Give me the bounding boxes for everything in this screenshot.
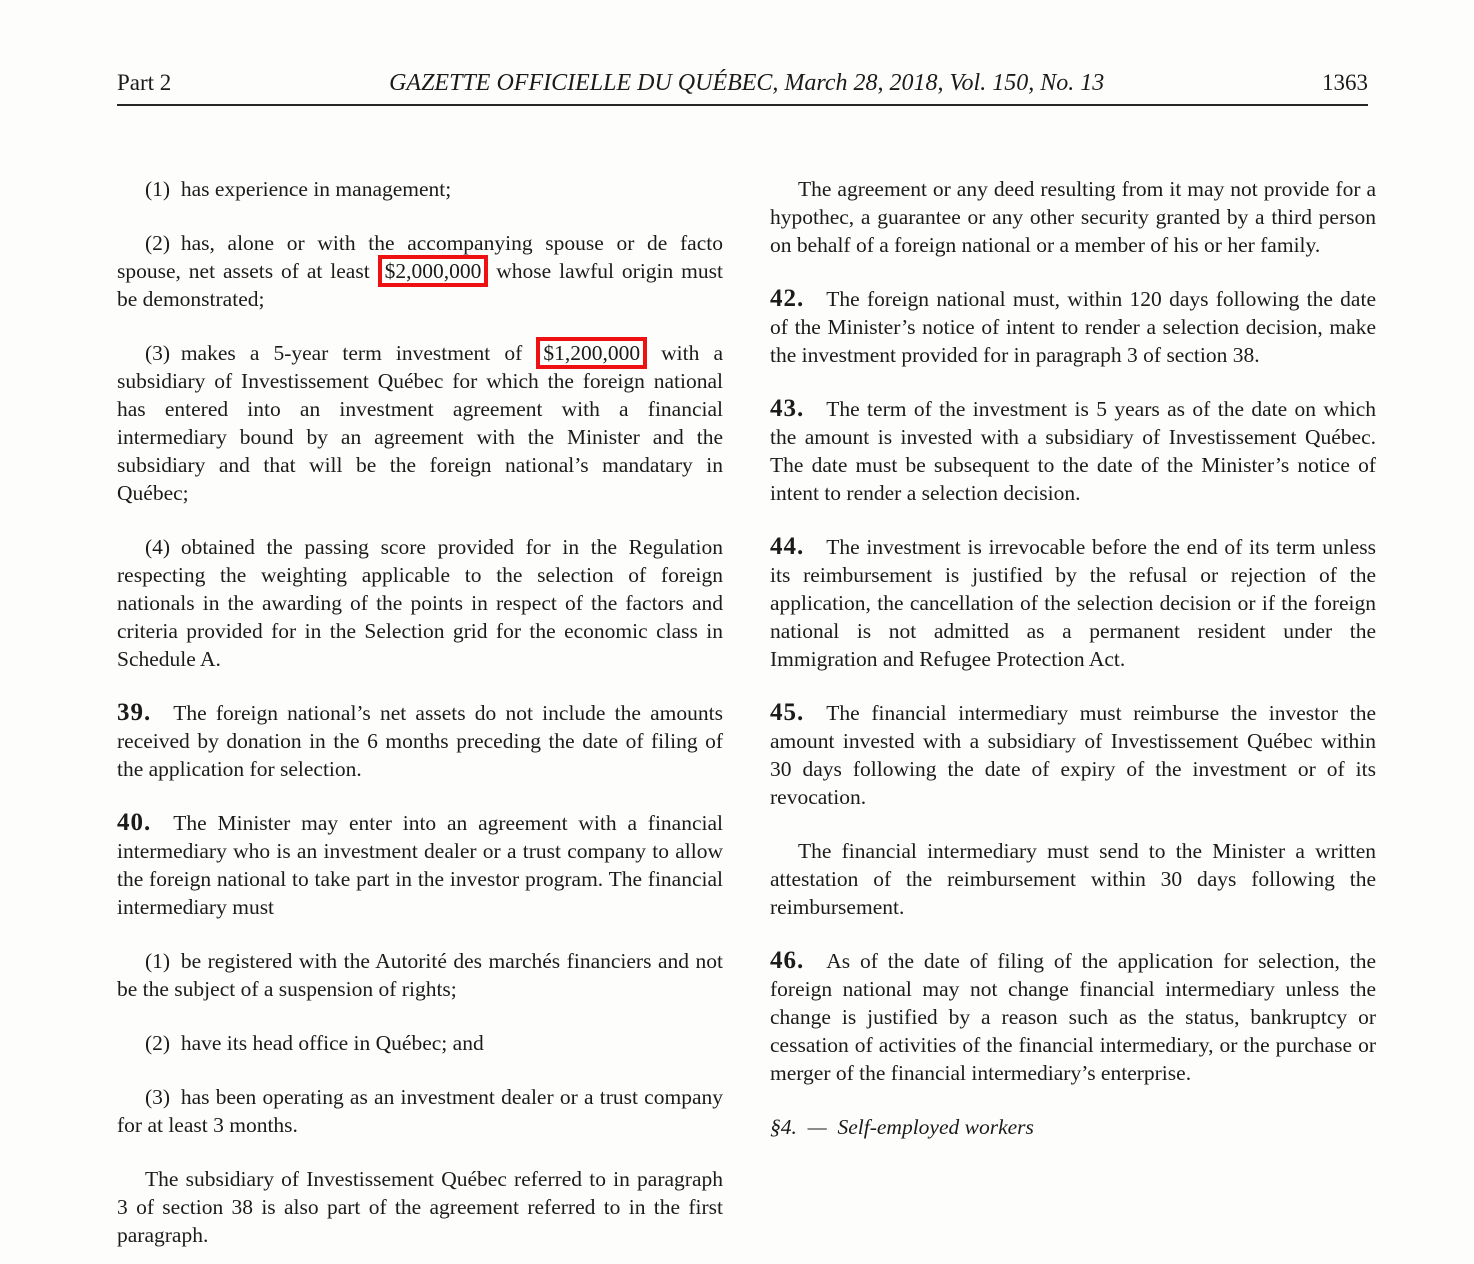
section-paragraph (770, 533, 1376, 673)
text-run: (1) has experience in management; (145, 177, 452, 201)
section-paragraph (117, 699, 723, 783)
section-number: 40. (117, 809, 152, 836)
section-paragraph (770, 699, 1376, 811)
text-run: (2) have its head office in Québec; and (145, 1031, 484, 1055)
text-run: As of the date of filing of the application for selection, the foreign national may not change financial intermediary unless the change is justified by a reason such as the status, bankruptcy or cessation of activities of the financial intermediary, or the purchase or merger of the financial intermediary’s enterprise. (770, 949, 1376, 1085)
section-number: 42. (770, 285, 805, 312)
column-left (117, 175, 723, 1249)
text-run: (3) has been operating as an investment dealer or a trust company for at least 3 months. (117, 1085, 723, 1137)
section-number: 45. (770, 699, 805, 726)
text-run: (4) obtained the passing score provided for in the Regulation respecting the weighting applicable to the selection of foreign nationals in the awarding of the points in respect of the factors and criteria provided for in the Selection grid for the economic class in Schedule A. (117, 535, 723, 671)
paragraph (117, 175, 723, 203)
paragraph (117, 1029, 723, 1057)
paragraph (770, 837, 1376, 921)
text-run: The agreement or any deed resulting from it may not provide for a hypothec, a guarantee or any other security granted by a third person on behalf of a foreign national or a member of his or her family. (770, 177, 1376, 257)
text-run: with a subsidiary of Investissement Québec for which the foreign national has entered into an investment agreement with a financial intermediary bound by an agreement with the Minister and the subsidiary and that will be the foreign national’s mandatary in Québec; (117, 341, 723, 505)
page-number: 1363 (1322, 70, 1368, 95)
section-paragraph (770, 947, 1376, 1087)
section-number: 43. (770, 395, 805, 422)
text-run: whose lawful origin must be demonstrated; (117, 259, 723, 311)
part-label: Part 2 (117, 70, 172, 95)
column-right (770, 175, 1376, 1141)
text-run: §4. — Self-employed workers (770, 1115, 1034, 1139)
subdivision-heading (770, 1113, 1376, 1141)
text-run: The investment is irrevocable before the end of its term unless its reimbursement is justified by the refusal or rejection of the application, the cancellation of the selection decision or if the foreign national is not admitted as a permanent resident under the Immigration and Refugee Protection Act. (770, 535, 1376, 671)
paragraph (117, 229, 723, 313)
text-run: The subsidiary of Investissement Québec referred to in paragraph 3 of section 38 is also part of the agreement referred to in the first paragraph. (117, 1167, 723, 1247)
text-run: (2) has, alone or with the accompanying spouse or de facto spouse, net assets of at least (117, 231, 723, 283)
paragraph (117, 1165, 723, 1249)
page-header (117, 70, 1368, 114)
header-rule (117, 104, 1368, 106)
section-paragraph (117, 809, 723, 921)
section-number: 39. (117, 699, 152, 726)
paragraph (117, 533, 723, 673)
highlighted-amount: $2,000,000 (378, 255, 489, 287)
text-run: The foreign national must, within 120 days following the date of the Minister’s notice of intent to render a selection decision, make the investment provided for in paragraph 3 of section 38. (770, 287, 1376, 367)
text-run: The Minister may enter into an agreement with a financial intermediary who is an investment dealer or a trust company to allow the foreign national to take part in the investor program. The financial intermediary must (117, 811, 723, 919)
paragraph (117, 947, 723, 1003)
section-paragraph (770, 395, 1376, 507)
section-number: 44. (770, 533, 805, 560)
text-run: The financial intermediary must send to the Minister a written attestation of the reimbursement within 30 days following the reimbursement. (770, 839, 1376, 919)
highlighted-amount: $1,200,000 (536, 337, 647, 369)
text-run: The term of the investment is 5 years as of the date on which the amount is invested with a subsidiary of Investissement Québec. The date must be subsequent to the date of the Minister’s notice of intent to render a selection decision. (770, 397, 1376, 505)
section-paragraph (770, 285, 1376, 369)
text-run: (1) be registered with the Autorité des marchés financiers and not be the subject of a suspension of rights; (117, 949, 723, 1001)
section-number: 46. (770, 947, 805, 974)
journal-title: GAZETTE OFFICIELLE DU QUÉBEC, March 28, 2018, Vol. 150, No. 13 (389, 70, 1105, 96)
paragraph (117, 339, 723, 507)
text-run: (3) makes a 5-year term investment of (145, 341, 537, 365)
text-run: The foreign national’s net assets do not include the amounts received by donation in the 6 months preceding the date of filing of the application for selection. (117, 701, 723, 781)
paragraph (770, 175, 1376, 259)
paragraph (117, 1083, 723, 1139)
text-run: The financial intermediary must reimburse the investor the amount invested with a subsidiary of Investissement Québec within 30 days following the date of expiry of the investment or of its revocation. (770, 701, 1376, 809)
